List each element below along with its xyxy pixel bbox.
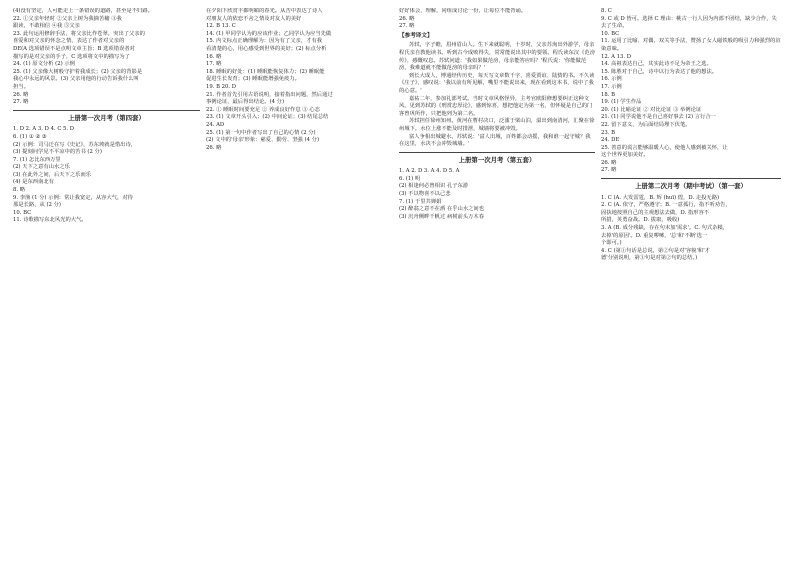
answer-line: 苏轼担任徐州知州。黄河在曹村决口，泛滥于梁山泊，溢出到南清河，汇聚在徐州城下。水位上涨不能及时排泄，城墙将要被冲毁。 [399, 118, 595, 132]
answer-line: 23. (1) 文章开头引入；(2) 中间论证；(3) 结尾总结 [206, 114, 329, 121]
answer-line: 16. 示例 [601, 76, 622, 83]
answer-line: (2) 文中的'母亲'形象：慈爱、勤劳、坚强 (4 分) [206, 137, 320, 144]
answer-line: 17. 示例 [601, 83, 622, 90]
answer-line: 25. (1) 父亲像大树般守护着我成长；(2) 父亲的背影是 [13, 68, 143, 75]
answer-line: 22. ① 睡眠时间要充足 ② 养成良好作息 ③ 心态 [206, 106, 320, 113]
answer-line: 嘉祐二年，参加礼部考试。当时文章风格怪异，主考官欧阳修想要纠正这种文风，见到苏轼的《刑赏忠厚论》，感到惊喜，想把他定为第一名，但怀疑是自己的门客曾巩所作，只把他列为第二名。 [399, 95, 593, 117]
answer-line: 19. B 20. D [206, 83, 237, 90]
answer-line: 跟读，不敢相信 ④我 ⑤父亲 [13, 23, 80, 30]
answer-line: 8. 略 [13, 187, 26, 194]
answer-line: 看清楚的心，用心感受到世界的美好；(2) 标点分析 [206, 45, 327, 52]
answer-line: (4) 是东西南北有 [13, 179, 54, 186]
reference-heading: 【参考译文】 [399, 32, 433, 39]
answer-line: (2) 相逢何必曾相识 孔子东游 [399, 183, 469, 190]
answer-line: 17. 略 [206, 61, 222, 68]
answer-line: 喜爱和对父亲的怀念之情，表达了作者对父亲的 [13, 38, 125, 45]
answer-line: 那是长路，从 (2 分) [13, 202, 61, 209]
answer-line: (3) 沉舟侧畔千帆过 病树前头万木春 [399, 213, 485, 220]
answer-line: 26. 略 [601, 159, 617, 166]
answer-line: 22. 留下意义，为后面结局埋下伏笔。 [601, 121, 691, 128]
answer-line: 27. 略 [399, 23, 415, 30]
answer-line: 去掉'的原因'。D. 重复啰嗦，'总'和'不断'选一 [601, 232, 708, 239]
col2-list [206, 8, 393, 152]
answer-line: 1. D 2. A 3. D 4. C 5. D [13, 126, 75, 133]
answer-line: 个即可。) [601, 240, 622, 247]
divider [601, 178, 781, 179]
answer-line: 11. 诗歌描写东北风光的大气。 [13, 217, 87, 224]
column-2 [203, 8, 396, 553]
answer-line: 11. 运用了比喻、对偶，双关等手法，赞扬了女人磁铁般的吸引力和强烈的渲染意味。 [601, 38, 781, 52]
answer-line: 21. (1) 同学说他不是自己喜好事去 (2) 言行合一 [601, 114, 716, 121]
answer-line: 1. C (A. 大发雷霆，B. 辉 (huī) 煌，D. 走投无路) [601, 194, 720, 201]
answer-line: 24. DE [601, 137, 620, 144]
answer-line: 事例论证，最后得出结论。(4 分) [206, 99, 285, 106]
col3-list [399, 8, 595, 31]
answer-line: 7. (1) 怎比东西万里 [13, 156, 61, 163]
answer-line: 27. 略 [601, 167, 617, 174]
answer-line: 26. 略 [399, 15, 415, 22]
answer-line: 18. 睡眠的好处：(1) 睡眠能恢复体力；(2) 睡眠能 [206, 68, 325, 75]
col3-text [399, 42, 595, 148]
answer-line: 担当。 [13, 83, 29, 90]
answer-line: (2) 醉翁之意不在酒 在乎山水之间也 [399, 206, 485, 213]
col1-list [13, 8, 200, 107]
answer-line: 促进生长发育；(3) 睡眠能增强免疫力。 [206, 76, 300, 83]
column-1 [10, 8, 203, 553]
answer-line: 15. 陈胜对于自己，诗中以行为表达了他的想法。 [601, 68, 718, 75]
answer-line: (3) 提刻问学见不平凉中的苦书 (2 分) [13, 149, 102, 156]
answer-line: 2. C (A. 依守，严格遵守；B. 一意孤行，指不听劝告， [601, 202, 731, 209]
answer-line: 19. (1) 学生作品 [601, 99, 642, 106]
col4-list [601, 8, 781, 175]
answer-line: 22. ①父亲年轻时 ②父亲上树为我摘苦槠 ③我 [13, 15, 122, 22]
answer-line: (3) 不以物喜不以己悲 [399, 191, 451, 198]
answer-line: 18. B [601, 91, 616, 98]
answer-line: (3) 在此外之间，后天下之乐而乐 [13, 171, 92, 178]
section-heading: 上册第二次月考（期中考试）（第一套） [635, 182, 747, 191]
answer-line: 苏轼，字子瞻，眉州眉山人。生下来就聪明，十岁时，父亲苏洵出外游学，母亲程氏亲自教他读书。听到古今成败得失，常常能说出其中的要领。程氏读东汉《范滂传》，感慨叹息。苏轼问道：'我如果做范滂，母亲能答应吗？'程氏说：'你能做范滂，我难道就不能做范滂的母亲吗？' [399, 42, 595, 72]
answer-line: 26. 略 [206, 144, 222, 151]
answer-line: 我心中永远的风景。(3) 父亲用他的行动告诉我什么叫 [13, 76, 139, 83]
answer-line: 14. (1) 甲同学认为的应该作业；乙同学认为应当先做 [206, 30, 332, 37]
section-heading: 上册第一次月考（第五套） [458, 155, 536, 164]
answer-line: 对朋友人的依恋不舍之情及对友人的美好 [206, 15, 302, 22]
answer-line: 25. (1) 第一句中作者写出了自己的心情 (2 分) [206, 129, 316, 136]
answer-line: 10. BC [13, 209, 32, 216]
answer-line: 15. 内文标点正确理解为：因为有了父亲，才有我 [206, 38, 323, 45]
answer-line: DE(A 选项错误不是点明文章主旨；B 选项错误者对 [13, 45, 135, 52]
answer-line: 25. 善意的谎言能够温暖人心，使他人感到被关怀，让 [601, 144, 728, 151]
answer-line: 14. 高祖表达自己，其实此诗不足为帝王之选。 [601, 61, 712, 68]
answer-line: 4. C (第①句话是总说，第②句是对'容貌'和'才 [601, 247, 710, 254]
answer-line: 23. 此句运用修辞手法，将父亲比作苍翠，突出了父亲的 [13, 30, 145, 37]
answer-line: 到长大成人，博通经传历史，每天写文章数千字，喜爱贾谊、陆贽的书。不久读《庄子》，感叹说：'我以前有所见解，嘴里不能说出来，现在看到这本书，说中了我的心意。' [399, 72, 595, 94]
answer-line: 16. 略 [206, 53, 222, 60]
answer-line: 1. A 2. D 3. A 4. D 5. A [399, 168, 460, 175]
answer-line: 德'分别说明，第③句是对第②句的总结。) [601, 255, 698, 262]
column-3 [396, 8, 598, 553]
answer-line: 24. AD [206, 121, 225, 128]
answer-line: 23. B [601, 129, 616, 136]
answer-line: (2) 天下之意有山水之乐 [13, 164, 70, 171]
answer-line: 所措，英勇奋战。D. 拔取，吸收) [601, 217, 680, 224]
answer-line: 固执地按照自己的主观想法去做，D. 指形容不 [601, 209, 710, 216]
section-heading: 上册第一次月考（第四套） [68, 113, 145, 122]
answer-line: 8. C [601, 8, 612, 14]
answer-line: 12. B 13. C [206, 23, 236, 30]
col3b-list [399, 168, 595, 221]
answer-line: 12. A 13. D [601, 53, 631, 60]
answer-line: 9. C 或 D 皆可。选择 C 理由：桃古一行人因为内部不团结，缺少合作，失去了生命。 [601, 15, 777, 30]
column-4 [598, 8, 784, 553]
answer-line: 3. A (B. 成分残缺，存在句末加'需求'。C. 句式杂糅， [601, 225, 729, 232]
answer-line: 富人争相出城避水，苏轼说：'富人出城，百姓都会动摇，我和谁一起守城？我在这里，水决不会冲毁城墙。' [399, 133, 591, 148]
answer-line: 6. (1) 明 [399, 175, 421, 182]
divider [399, 152, 595, 153]
answer-line: 描写的是对父亲的手子，C 选项将文中的描写为了 [13, 53, 130, 60]
col4b-list [601, 195, 781, 263]
divider [13, 110, 200, 111]
answer-line: 10. BC [601, 30, 620, 37]
answer-line: 9. 李渔 (1 分) 示例：常让我宽定，从容大气，对待 [13, 194, 133, 201]
answer-line: 好好体会，理解，同组成讨论一份，让每位不能背诵。 [399, 8, 527, 14]
answer-line: 21. 作者首先引用古语说明，接着指出问题，然后通过 [206, 91, 333, 98]
answer-line: 6. (1) ① ② ③ [13, 133, 47, 140]
answer-line: 7. (1) 干里共婵娟 [399, 198, 442, 205]
answer-line: 在夕阳下欣赏丰都明媚的春光。从苦中表达了诗人 [206, 8, 323, 14]
answer-line: (4)没有坚定，人可能走上一条错误的道路，甚至是不归路。 [13, 8, 153, 14]
answer-line: 这个世界更加美好。 [601, 152, 649, 159]
col1b-list [13, 126, 200, 225]
answer-line: 26. 略 [13, 91, 29, 98]
answer-line: 20. (1) 比喻论证 ② 对比论证 ③ 举例论证 [601, 106, 702, 113]
answer-line: 24. (1) 原文分析 (2) 示例 [13, 61, 75, 68]
answer-line: 27. 略 [13, 99, 29, 106]
answer-line: (2) 示例：司马迁在写《史记》，苏东坡就是惜出诗， [13, 141, 137, 148]
